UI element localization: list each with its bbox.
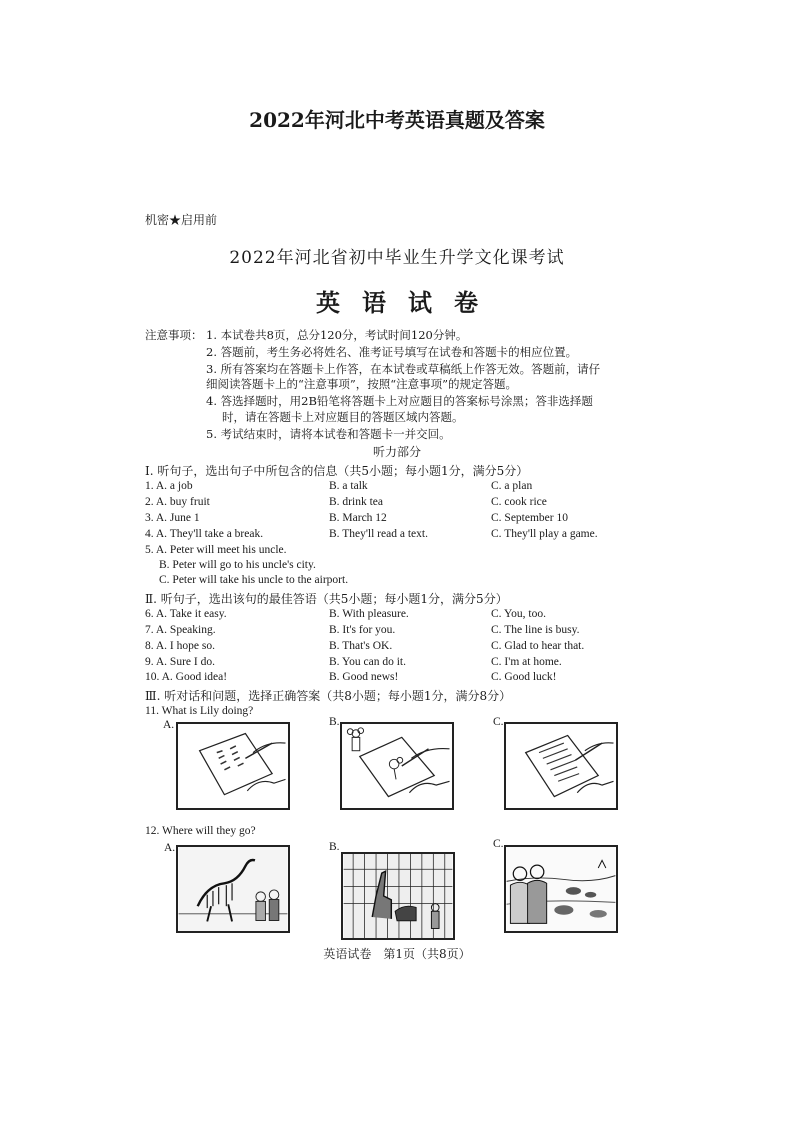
note-item: 细阅读答题卡上的“注意事项”，按照“注意事项”的规定答题。: [206, 377, 518, 391]
question-12: 12. Where will they go?: [145, 825, 256, 837]
option-4b: B. They'll read a text.: [329, 528, 428, 540]
listening-header: 听力部分: [372, 445, 421, 459]
option-6a: 6. A. Take it easy.: [145, 608, 227, 620]
option-9b: B. You can do it.: [329, 656, 406, 668]
picture-12b-label: B.: [329, 841, 340, 853]
zoo-giraffe-picture: [343, 854, 453, 938]
picture-12a-label: A.: [164, 842, 176, 854]
exam-title: 2022年河北省初中毕业生升学文化课考试: [229, 248, 565, 268]
option-5c: C. Peter will take his uncle to the airport.: [159, 574, 349, 586]
option-6b: B. With pleasure.: [329, 608, 409, 620]
option-2b: B. drink tea: [329, 496, 383, 508]
option-3c: C. September 10: [491, 512, 568, 524]
picture-11b: [340, 722, 454, 810]
drawing-flower-picture: [342, 724, 452, 808]
picture-12a: [176, 845, 290, 933]
note-item: 2. 答题前，考生务必将姓名、准考证号填写在试卷和答题卡的相应位置。: [206, 345, 578, 359]
note-item: 4. 答选择题时，用2B铅笔将答题卡上对应题目的答案标号涂黑；答非选择题: [206, 394, 593, 408]
option-10b: B. Good news!: [329, 671, 399, 683]
option-1b: B. a talk: [329, 480, 368, 492]
option-1c: C. a plan: [491, 480, 533, 492]
safari-park-picture: [506, 847, 616, 931]
writing-chinese-picture: [178, 724, 288, 808]
option-7a: 7. A. Speaking.: [145, 624, 216, 636]
document-title: 2022年河北中考英语真题及答案: [249, 108, 545, 132]
picture-12c-label: C.: [493, 838, 504, 850]
section3-title: Ⅲ. 听对话和问题，选择正确答案（共8小题；每小题1分，满分8分）: [145, 689, 512, 703]
picture-11a-label: A.: [163, 719, 175, 731]
section1-title: Ⅰ. 听句子，选出句子中所包含的信息（共5小题；每小题1分，满分5分）: [145, 464, 529, 478]
option-5a: 5. A. Peter will meet his uncle.: [145, 544, 287, 556]
page-footer: 英语试卷 第1页（共8页）: [323, 947, 471, 961]
picture-11b-label: B.: [329, 716, 340, 728]
option-3b: B. March 12: [329, 512, 387, 524]
note-item: 5. 考试结束时，请将本试卷和答题卡一并交回。: [206, 427, 451, 441]
section2-title: Ⅱ. 听句子，选出该句的最佳答语（共5小题；每小题1分，满分5分）: [145, 592, 508, 606]
writing-english-picture: [506, 724, 616, 808]
option-8a: 8. A. I hope so.: [145, 640, 215, 652]
subject-title: 英语试卷: [316, 288, 500, 317]
picture-11c-label: C.: [493, 716, 504, 728]
option-5b: B. Peter will go to his uncle's city.: [159, 559, 316, 571]
option-7b: B. It's for you.: [329, 624, 396, 636]
confidential-label: 机密★启用前: [145, 213, 218, 227]
option-4c: C. They'll play a game.: [491, 528, 598, 540]
option-8b: B. That's OK.: [329, 640, 393, 652]
museum-dinosaur-picture: [178, 847, 288, 931]
question-11: 11. What is Lily doing?: [145, 705, 254, 717]
picture-12b: [341, 852, 455, 940]
picture-11c: [504, 722, 618, 810]
option-8c: C. Glad to hear that.: [491, 640, 585, 652]
note-item: 1. 本试卷共8页，总分120分，考试时间120分钟。: [206, 328, 468, 342]
option-1a: 1. A. a job: [145, 480, 193, 492]
notes-label: 注意事项：: [145, 328, 203, 342]
option-2a: 2. A. buy fruit: [145, 496, 210, 508]
note-item: 3. 所有答案均在答题卡上作答，在本试卷或草稿纸上作答无效。答题前，请仔: [206, 362, 601, 376]
option-2c: C. cook rice: [491, 496, 547, 508]
option-6c: C. You, too.: [491, 608, 546, 620]
note-item: 时，请在答题卡上对应题目的答题区域内答题。: [222, 410, 464, 424]
option-7c: C. The line is busy.: [491, 624, 580, 636]
option-10c: C. Good luck!: [491, 671, 557, 683]
picture-11a: [176, 722, 290, 810]
option-10a: 10. A. Good idea!: [145, 671, 228, 683]
option-9a: 9. A. Sure I do.: [145, 656, 215, 668]
option-9c: C. I'm at home.: [491, 656, 562, 668]
option-4a: 4. A. They'll take a break.: [145, 528, 264, 540]
picture-12c: [504, 845, 618, 933]
option-3a: 3. A. June 1: [145, 512, 200, 524]
